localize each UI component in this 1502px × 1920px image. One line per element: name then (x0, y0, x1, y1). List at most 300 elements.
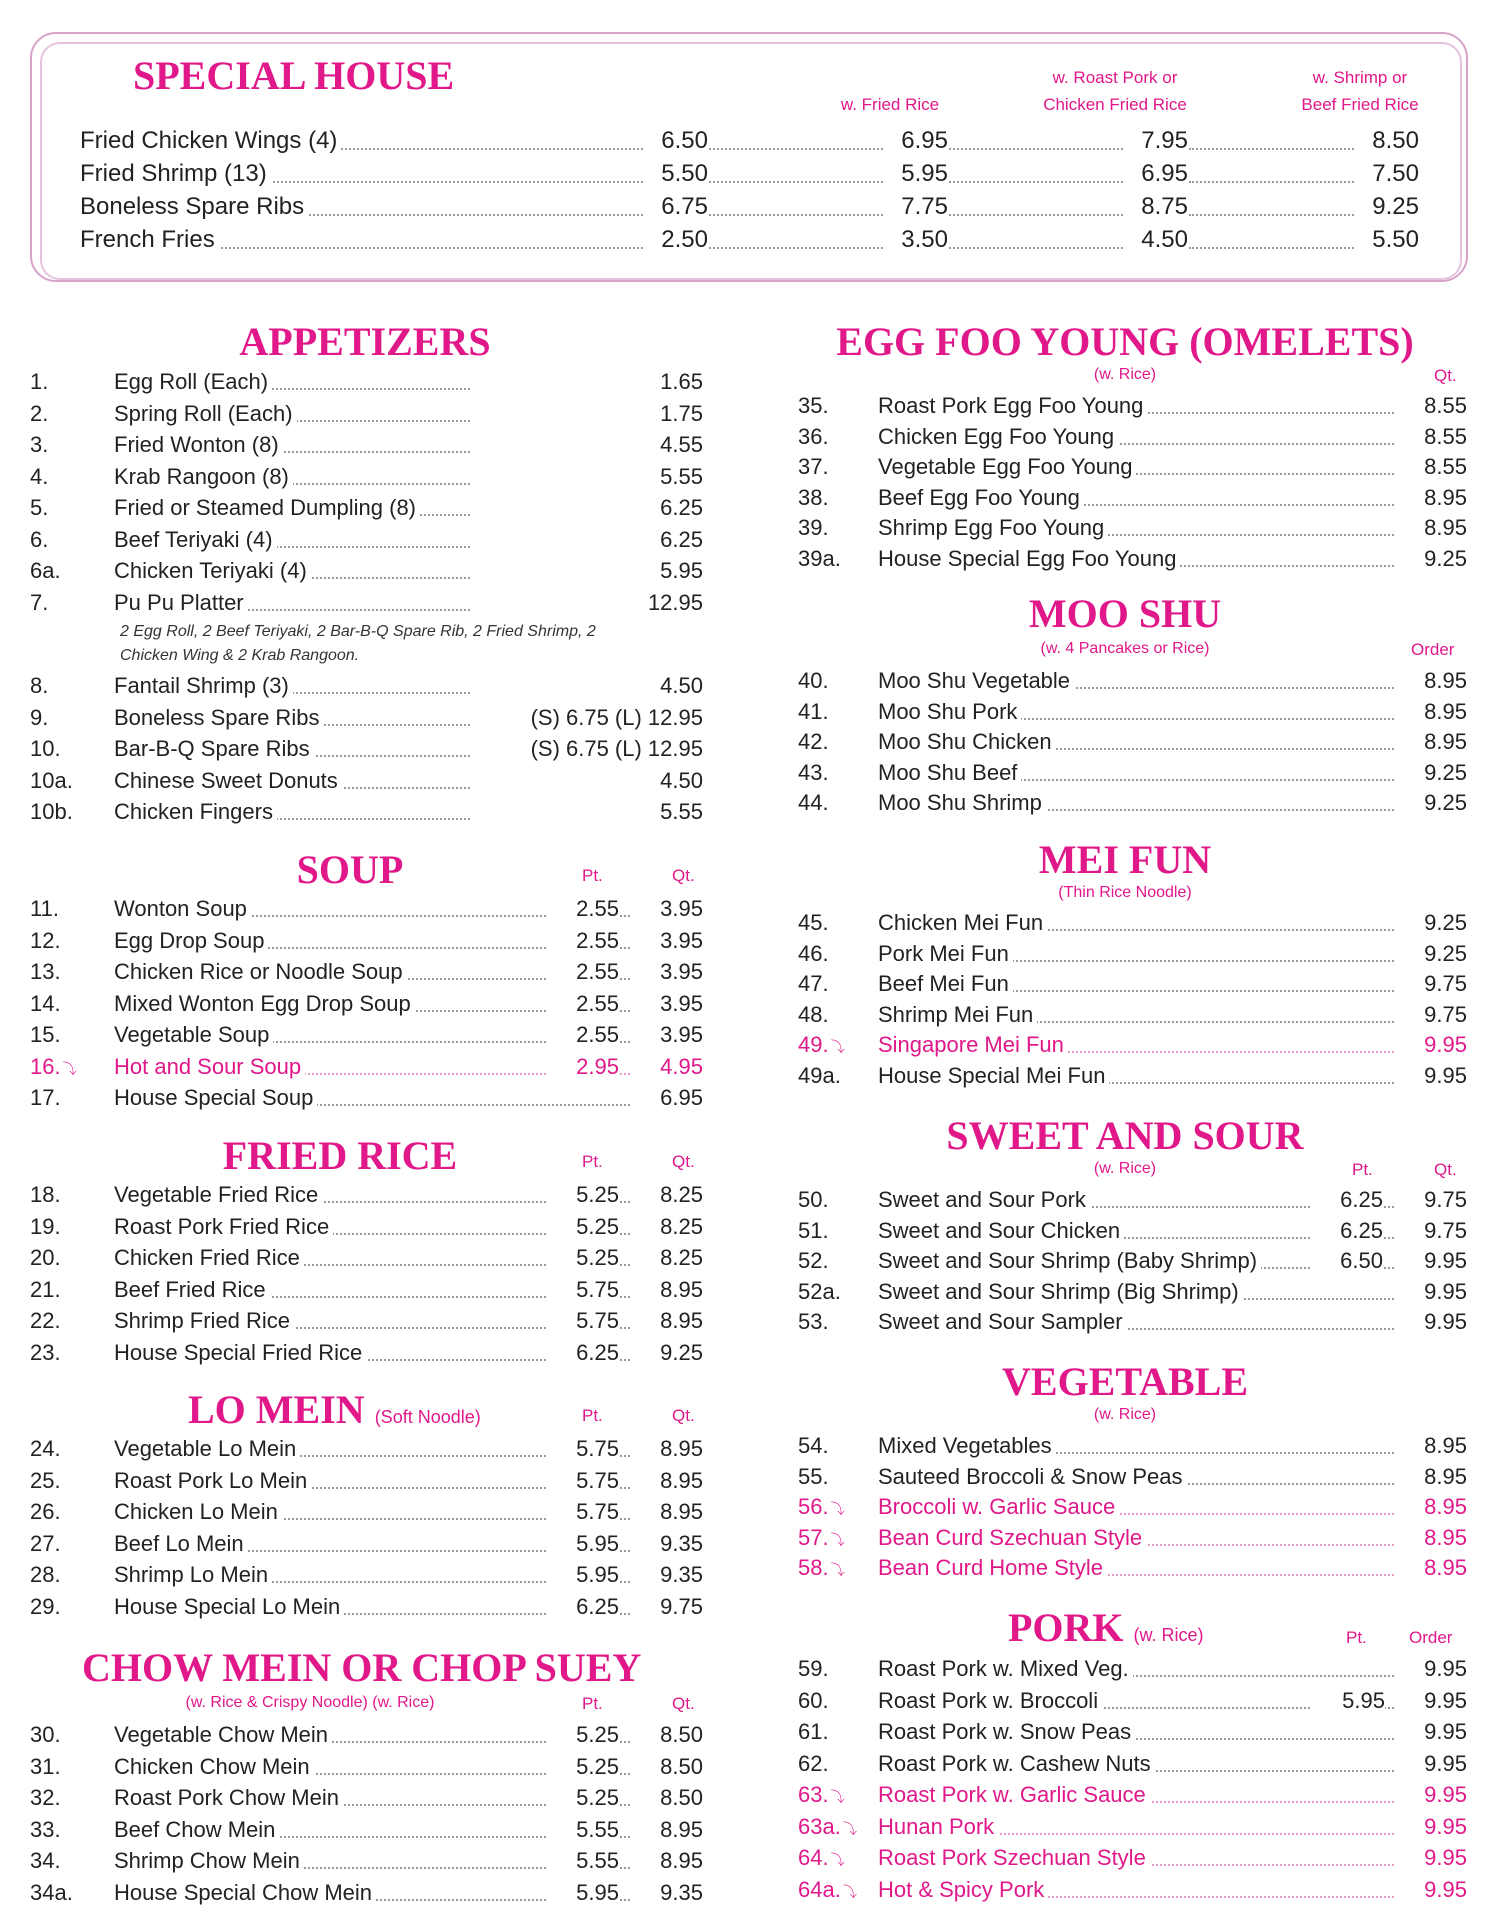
price: 5.95 (546, 1560, 619, 1590)
item-number: 4. (30, 463, 49, 489)
pu-pu-description-line1: 2 Egg Roll, 2 Beef Teriyaki, 2 Bar-B-Q Spare Rib, 2 Fried Shrimp, 2 (120, 623, 596, 640)
item-number: 12. (30, 927, 61, 953)
item-name: Bar-B-Q Spare Ribs (114, 734, 314, 764)
menu-row (30, 1497, 703, 1527)
menu-row (30, 957, 703, 987)
item-number: 34. (30, 1848, 61, 1873)
price: 4.50 (470, 766, 703, 796)
price: 8.95 (1394, 697, 1467, 727)
item-number: 44. (798, 790, 829, 815)
item-name: Beef Egg Foo Young (878, 483, 1084, 513)
col-header-fried-rice: w. Fried Rice (840, 95, 940, 114)
sweet-sour-title: SWEET AND SOUR (946, 1113, 1304, 1158)
price: 9.75 (1394, 1000, 1467, 1030)
item-number: 1. (30, 369, 49, 394)
item-number: 45. (798, 910, 829, 935)
item-name: Bean Curd Szechuan Style (878, 1523, 1146, 1553)
price: 9.95 (1394, 1277, 1467, 1307)
price: 1.75 (470, 399, 703, 429)
col-header-roast-pork-2: Chicken Fried Rice (1043, 95, 1187, 114)
item-name: Fried Wonton (8) (114, 430, 283, 460)
lo-mein-qt-header: Qt. (672, 1406, 695, 1425)
item-name: Roast Pork Egg Foo Young (878, 391, 1147, 421)
item-name: Moo Shu Beef (878, 758, 1021, 788)
price: 5.55 (546, 1815, 619, 1845)
item-name: Chicken Egg Foo Young (878, 422, 1118, 452)
price: 8.95 (630, 1275, 703, 1305)
price: 9.25 (1356, 190, 1419, 223)
item-number: 59. (798, 1656, 829, 1681)
item-name: Shrimp Chow Mein (114, 1846, 304, 1876)
price: 9.95 (1394, 1749, 1467, 1779)
item-name: Pu Pu Platter (114, 588, 248, 618)
menu-row (30, 588, 703, 618)
chow-mein-pt-header: Pt. (582, 1694, 603, 1713)
menu-row (798, 727, 1467, 757)
price: 8.50 (630, 1752, 703, 1782)
item-number: 46. (798, 940, 829, 966)
menu-row (798, 1216, 1467, 1246)
menu-row (30, 1783, 703, 1813)
item-name: Vegetable Egg Foo Young (878, 452, 1136, 482)
item-name: House Special Egg Foo Young (878, 544, 1180, 574)
price: 2.55 (546, 894, 619, 924)
menu-row (30, 1338, 703, 1368)
item-number: 10a. (30, 767, 73, 793)
hot-pepper-icon: ⤵ (842, 1820, 857, 1837)
menu-row (30, 367, 703, 397)
price: 9.95 (1394, 1780, 1467, 1810)
item-name: Roast Pork w. Snow Peas (878, 1717, 1135, 1747)
menu-row (30, 703, 703, 733)
item-name: Roast Pork Szechuan Style (878, 1843, 1150, 1873)
item-name: Hunan Pork (878, 1812, 998, 1842)
hot-pepper-icon: ⤵ (62, 1060, 77, 1077)
item-name: Beef Fried Rice (114, 1275, 270, 1305)
menu-row (798, 788, 1467, 818)
menu-row (30, 1243, 703, 1273)
item-name: Mixed Vegetables (878, 1431, 1056, 1461)
item-number: 23. (30, 1339, 61, 1365)
item-number: 6. (30, 526, 49, 552)
leader-dots (709, 148, 895, 150)
price: 5.50 (645, 157, 708, 190)
sweet-sour-qt-header: Qt. (1434, 1160, 1457, 1179)
item-number: 13. (30, 959, 61, 984)
item-name: Moo Shu Pork (878, 697, 1021, 727)
menu-row (30, 1434, 703, 1464)
item-number: 63a. ⤵ (798, 1813, 857, 1839)
menu-row (798, 758, 1467, 788)
price: 9.75 (1394, 969, 1467, 999)
item-number: 52. (798, 1248, 829, 1273)
item-number: 32. (30, 1785, 61, 1810)
item-number: 60. (798, 1687, 829, 1713)
price: 6.95 (885, 124, 948, 157)
price: 2.95 (546, 1052, 619, 1082)
item-number: 15. (30, 1022, 61, 1047)
item-number: 33. (30, 1816, 61, 1842)
price: 3.95 (630, 894, 703, 924)
item-number: 61. (798, 1719, 829, 1744)
price: 4.95 (630, 1052, 703, 1082)
item-number: 50. (798, 1187, 829, 1212)
menu-row (798, 1523, 1467, 1553)
menu-row (30, 989, 703, 1019)
price: 9.35 (630, 1560, 703, 1590)
item-name: Chicken Mei Fun (878, 908, 1047, 938)
menu-row (30, 1560, 703, 1590)
item-name: Chicken Teriyaki (4) (114, 556, 311, 586)
item-name: French Fries (80, 223, 219, 256)
price: 8.25 (630, 1243, 703, 1273)
price: 7.95 (1125, 124, 1188, 157)
lo-mein-title-text: LO MEIN (188, 1387, 365, 1432)
pork-note: (w. Rice) (1133, 1625, 1204, 1645)
item-number: 35. (798, 393, 829, 418)
special-house-row (80, 124, 1418, 157)
price: 6.50 (1310, 1246, 1383, 1276)
item-number: 28. (30, 1562, 61, 1587)
item-name: Sweet and Sour Shrimp (Baby Shrimp) (878, 1246, 1261, 1276)
leader-dots (949, 148, 1135, 150)
price: 8.55 (1394, 391, 1467, 421)
item-number: 41. (798, 698, 829, 724)
special-house-row (80, 157, 1418, 190)
menu-row (30, 1466, 703, 1496)
item-name: Shrimp Mei Fun (878, 1000, 1037, 1030)
item-name: Chicken Lo Mein (114, 1497, 282, 1527)
price: 8.95 (630, 1466, 703, 1496)
item-name: House Special Mei Fun (878, 1061, 1109, 1091)
item-name: Boneless Spare Ribs (80, 190, 308, 223)
item-name: House Special Fried Rice (114, 1338, 366, 1368)
item-name: Beef Lo Mein (114, 1529, 248, 1559)
item-number: 5. (30, 495, 49, 520)
item-name: Broccoli w. Garlic Sauce (878, 1492, 1119, 1522)
item-name: Boneless Spare Ribs (114, 703, 323, 733)
menu-row (798, 908, 1467, 938)
leader-dots (949, 214, 1135, 216)
item-name: Vegetable Lo Mein (114, 1434, 300, 1464)
item-number: 21. (30, 1276, 61, 1302)
vegetable-note: (w. Rice) (1093, 1406, 1157, 1423)
price: 9.95 (1394, 1061, 1467, 1091)
menu-row (30, 1878, 703, 1908)
leader-dots (709, 214, 895, 216)
item-number: 55. (798, 1463, 829, 1489)
item-number: 39. (798, 515, 829, 540)
price: 7.50 (1356, 157, 1419, 190)
menu-row (798, 1875, 1467, 1905)
menu-row (798, 1307, 1467, 1337)
price: 6.25 (1310, 1216, 1383, 1246)
item-name: Fried or Steamed Dumpling (8) (114, 493, 420, 523)
price: 8.95 (630, 1815, 703, 1845)
leader-dots (1189, 181, 1366, 183)
item-name: Wonton Soup (114, 894, 251, 924)
item-name: Sauteed Broccoli & Snow Peas (878, 1462, 1187, 1492)
item-number: 47. (798, 971, 829, 996)
price: 9.95 (1394, 1843, 1467, 1873)
price: 5.25 (546, 1752, 619, 1782)
price: 8.95 (1394, 513, 1467, 543)
fried-rice-qt-header: Qt. (672, 1152, 695, 1171)
item-number: 26. (30, 1499, 61, 1524)
price: 6.50 (645, 124, 708, 157)
price: 2.50 (645, 223, 708, 256)
price: 8.95 (1394, 727, 1467, 757)
price: 3.95 (630, 989, 703, 1019)
price: 5.25 (546, 1243, 619, 1273)
price: 5.95 (1312, 1686, 1385, 1716)
sweet-sour-pt-header: Pt. (1352, 1160, 1373, 1179)
price: 3.95 (630, 957, 703, 987)
item-name: Shrimp Lo Mein (114, 1560, 272, 1590)
item-number: 34a. (30, 1879, 73, 1905)
soup-qt-header: Qt. (672, 866, 695, 885)
price: 3.95 (630, 1020, 703, 1050)
egg-foo-young-note: (w. Rice) (1093, 366, 1157, 383)
item-name: Roast Pork w. Cashew Nuts (878, 1749, 1155, 1779)
leader-dots (949, 247, 1135, 249)
hot-pepper-icon: ⤵ (830, 1562, 845, 1578)
price: 5.75 (546, 1434, 619, 1464)
price: 5.75 (546, 1497, 619, 1527)
price: 5.95 (546, 1529, 619, 1559)
price: 7.75 (885, 190, 948, 223)
menu-row (30, 926, 703, 956)
leader-dots (709, 247, 895, 249)
appetizers-title: APPETIZERS (239, 319, 491, 364)
item-name: Chicken Fried Rice (114, 1243, 304, 1273)
price: 6.25 (470, 493, 703, 523)
egg-foo-young-title: EGG FOO YOUNG (OMELETS) (836, 319, 1414, 364)
lo-mein-pt-header: Pt. (582, 1406, 603, 1425)
mei-fun-note: (Thin Rice Noodle) (1058, 884, 1192, 901)
item-number: 10b. (30, 799, 73, 824)
menu-row (30, 1592, 703, 1622)
item-name: Fried Shrimp (13) (80, 157, 271, 190)
price: 5.25 (546, 1720, 619, 1750)
item-name: House Special Soup (114, 1083, 317, 1113)
item-number: 6a. (30, 558, 61, 583)
menu-row (30, 1052, 703, 1082)
moo-shu-note: (w. 4 Pancakes or Rice) (1040, 640, 1210, 657)
price: 9.95 (1394, 1246, 1467, 1276)
item-number: 43. (798, 759, 829, 785)
item-number: 57. ⤵ (798, 1524, 845, 1550)
menu-row (798, 1686, 1467, 1716)
menu-row (798, 1717, 1467, 1747)
menu-row (798, 452, 1467, 482)
item-name: Mixed Wonton Egg Drop Soup (114, 989, 415, 1019)
menu-row (30, 1815, 703, 1845)
menu-row (798, 666, 1467, 696)
item-name: Roast Pork Lo Mein (114, 1466, 311, 1496)
item-name: Singapore Mei Fun (878, 1030, 1068, 1060)
item-name: Moo Shu Shrimp (878, 788, 1046, 818)
price: 4.50 (1125, 223, 1188, 256)
price: 8.95 (630, 1846, 703, 1876)
item-number: 27. (30, 1530, 61, 1556)
menu-row (798, 1030, 1467, 1060)
hot-pepper-icon: ⤵ (830, 1039, 845, 1055)
hot-pepper-icon: ⤵ (830, 1501, 845, 1517)
price: 5.75 (546, 1466, 619, 1496)
price: 3.50 (885, 223, 948, 256)
price: 8.95 (1394, 1492, 1467, 1522)
item-number: 52a. (798, 1278, 841, 1304)
item-number: 51. (798, 1217, 829, 1243)
item-name: Sweet and Sour Pork (878, 1185, 1090, 1215)
special-house-row (80, 190, 1418, 223)
price: 8.55 (1394, 422, 1467, 452)
price: 6.95 (630, 1083, 703, 1113)
hot-pepper-icon: ⤵ (830, 1852, 845, 1868)
item-name: Chinese Sweet Donuts (114, 766, 342, 796)
moo-shu-title: MOO SHU (1028, 591, 1222, 636)
menu-row (30, 1180, 703, 1210)
item-number: 11. (30, 896, 59, 921)
item-name: Roast Pork Fried Rice (114, 1212, 333, 1242)
soup-pt-header: Pt. (582, 866, 603, 885)
price: 8.95 (1394, 1523, 1467, 1553)
price: 5.95 (546, 1878, 619, 1908)
menu-row (30, 556, 703, 586)
col-header-shrimp-2: Beef Fried Rice (1301, 95, 1419, 114)
menu-row (798, 391, 1467, 421)
price: 6.25 (1310, 1185, 1383, 1215)
menu-row (798, 1061, 1467, 1091)
menu-row (798, 483, 1467, 513)
price: 4.50 (470, 671, 703, 701)
menu-row (798, 939, 1467, 969)
item-number: 62. (798, 1750, 829, 1776)
item-number: 2. (30, 400, 49, 426)
item-number: 31. (30, 1753, 61, 1779)
item-number: 56. ⤵ (798, 1494, 845, 1519)
item-number: 63. ⤵ (798, 1782, 845, 1807)
hot-pepper-icon: ⤵ (830, 1789, 845, 1805)
item-name: Chicken Chow Mein (114, 1752, 314, 1782)
item-name: Krab Rangoon (8) (114, 462, 293, 492)
menu-row (798, 544, 1467, 574)
price: 5.55 (470, 797, 703, 827)
item-number: 8. (30, 673, 49, 698)
price: 6.25 (546, 1338, 619, 1368)
price: 8.75 (1125, 190, 1188, 223)
item-name: Beef Teriyaki (4) (114, 525, 277, 555)
menu-row (798, 1246, 1467, 1276)
chow-mein-qt-header: Qt. (672, 1694, 695, 1713)
price: 12.95 (470, 588, 703, 618)
item-name: Roast Pork w. Broccoli (878, 1686, 1102, 1716)
item-name: Egg Drop Soup (114, 926, 268, 956)
price: 9.25 (1394, 939, 1467, 969)
price: 8.95 (1394, 483, 1467, 513)
item-name: Vegetable Soup (114, 1020, 273, 1050)
price: 5.50 (1356, 223, 1419, 256)
menu-row (30, 1752, 703, 1782)
price: 9.25 (630, 1338, 703, 1368)
menu-row (798, 1462, 1467, 1492)
menu-row (30, 1720, 703, 1750)
item-number: 64. ⤵ (798, 1845, 845, 1870)
price: 8.95 (1394, 1431, 1467, 1461)
price: 8.95 (630, 1497, 703, 1527)
item-name: Hot and Sour Soup (114, 1052, 305, 1082)
menu-row (798, 697, 1467, 727)
price: 4.55 (470, 430, 703, 460)
item-name: Spring Roll (Each) (114, 399, 297, 429)
menu-row (30, 1083, 703, 1113)
price: 8.50 (630, 1720, 703, 1750)
price: 1.65 (470, 367, 703, 397)
item-name: Sweet and Sour Shrimp (Big Shrimp) (878, 1277, 1243, 1307)
price: 8.25 (630, 1180, 703, 1210)
price: 6.25 (546, 1592, 619, 1622)
lo-mein-note: (Soft Noodle) (374, 1407, 481, 1427)
price: 9.95 (1394, 1307, 1467, 1337)
item-name: Beef Mei Fun (878, 969, 1013, 999)
item-name: House Special Lo Mein (114, 1592, 344, 1622)
item-number: 22. (30, 1308, 61, 1333)
menu-row (30, 734, 703, 764)
item-name: Shrimp Fried Rice (114, 1306, 294, 1336)
price: 9.25 (1394, 788, 1467, 818)
item-number: 9. (30, 704, 49, 730)
menu-row (798, 1780, 1467, 1810)
item-name: Sweet and Sour Sampler (878, 1307, 1127, 1337)
menu-row (798, 1812, 1467, 1842)
item-name: Fantail Shrimp (3) (114, 671, 293, 701)
item-number: 29. (30, 1593, 61, 1619)
item-name: Chicken Rice or Noodle Soup (114, 957, 407, 987)
pork-title (1008, 1606, 1204, 1657)
item-number: 36. (798, 423, 829, 449)
leader-dots (1189, 214, 1366, 216)
menu-row (798, 1277, 1467, 1307)
price: 6.95 (1125, 157, 1188, 190)
item-number: 19. (30, 1213, 61, 1239)
menu-row (798, 422, 1467, 452)
menu-row (30, 894, 703, 924)
price: 9.25 (1394, 544, 1467, 574)
hot-pepper-icon: ⤵ (842, 1883, 857, 1900)
leader-dots (709, 181, 895, 183)
item-number: 37. (798, 454, 829, 479)
price: 5.75 (546, 1306, 619, 1336)
leader-dots (1189, 247, 1366, 249)
price: 8.95 (630, 1434, 703, 1464)
item-number: 39a. (798, 545, 841, 571)
menu-row (30, 797, 703, 827)
item-number: 7. (30, 589, 49, 615)
pu-pu-description-line2: Chicken Wing & 2 Krab Rangoon. (120, 647, 360, 664)
price: 2.55 (546, 957, 619, 987)
price: 5.75 (546, 1275, 619, 1305)
price: 5.95 (885, 157, 948, 190)
price: 9.75 (1394, 1185, 1467, 1215)
price: 2.55 (546, 989, 619, 1019)
item-number: 58. ⤵ (798, 1555, 845, 1580)
menu-row (30, 462, 703, 492)
price: 9.35 (630, 1878, 703, 1908)
price: 5.95 (470, 556, 703, 586)
item-name: Pork Mei Fun (878, 939, 1013, 969)
menu-row (30, 1846, 703, 1876)
